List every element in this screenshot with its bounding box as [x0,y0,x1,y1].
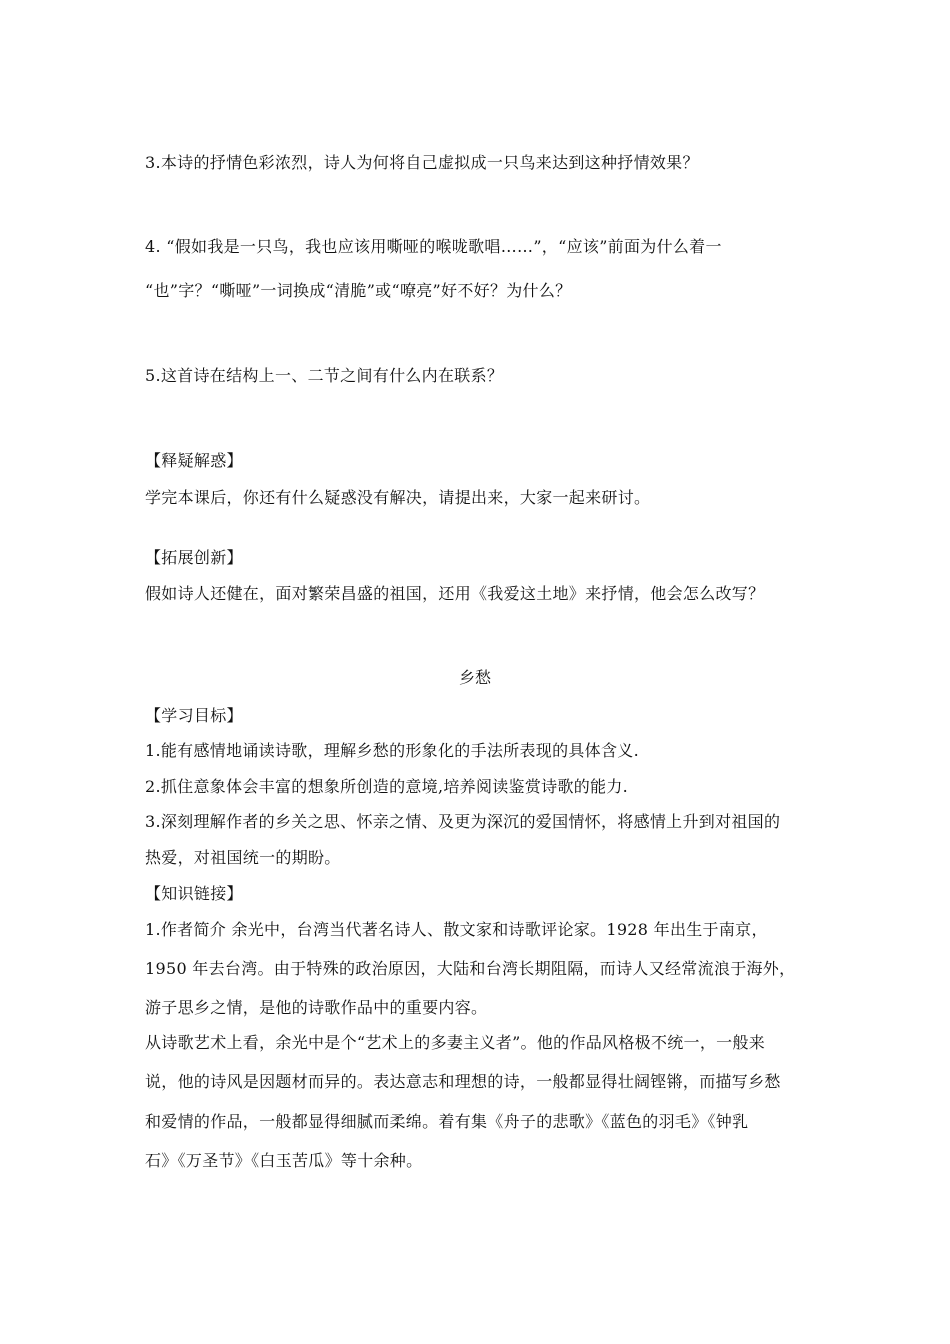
author-intro-line-2: 1950 年去台湾。由于特殊的政治原因，大陆和台湾长期阻隔，而诗人又经常流浪于海外， [145,959,796,978]
question-4-line-1: 4. “假如我是一只鸟，我也应该用嘶哑的喉咙歌唱……”，“应该”前面为什么着一 [145,237,722,256]
style-paragraph-line-1: 从诗歌艺术上看，余光中是个“艺术上的多妻主义者”。他的作品风格极不统一，一般来 [145,1033,766,1052]
question-5: 5.这首诗在结构上一、二节之间有什么内在联系？ [145,366,504,385]
question-4-line-2: “也”字？“嘶哑”一词换成“清脆”或“嘹亮”好不好？为什么？ [145,281,572,300]
doubts-heading: 【释疑解惑】 [145,451,243,470]
extension-text: 假如诗人还健在，面对繁荣昌盛的祖国，还用《我爱这土地》来抒情，他会怎么改写？ [145,584,765,603]
style-paragraph-line-3: 和爱情的作品，一般都显得细腻而柔绵。着有集《舟子的悲歌》《蓝色的羽毛》《钟乳 [145,1112,749,1131]
goal-item-2: 2.抓住意象体会丰富的想象所创造的意境,培养阅读鉴赏诗歌的能力. [145,777,629,796]
knowledge-heading: 【知识链接】 [145,884,243,903]
author-intro-line-1: 1.作者简介 余光中，台湾当代著名诗人、散文家和诗歌评论家。1928 年出生于南京， [145,920,768,939]
doubts-text: 学完本课后，你还有什么疑惑没有解决，请提出来，大家一起来研讨。 [145,488,651,507]
style-paragraph-line-2: 说，他的诗风是因题材而异的。表达意志和理想的诗，一般都显得壮阔铿锵，而描写乡愁 [145,1072,781,1091]
style-paragraph-line-4: 石》《万圣节》《白玉苦瓜》等十余种。 [145,1151,423,1170]
goal-item-3-line-2: 热爱，对祖国统一的期盼。 [145,848,341,867]
extension-heading: 【拓展创新】 [145,548,243,567]
goals-heading: 【学习目标】 [145,706,243,725]
poem-title: 乡愁 [458,668,491,687]
author-intro-line-3: 游子思乡之情，是他的诗歌作品中的重要内容。 [145,998,488,1017]
goal-item-3-line-1: 3.深刻理解作者的乡关之思、怀亲之情、及更为深沉的爱国情怀，将感情上升到对祖国的 [145,812,781,831]
goal-item-1: 1.能有感情地诵读诗歌，理解乡愁的形象化的手法所表现的具体含义. [145,741,639,760]
question-3: 3.本诗的抒情色彩浓烈，诗人为何将自己虚拟成一只鸟来达到这种抒情效果？ [145,153,699,172]
